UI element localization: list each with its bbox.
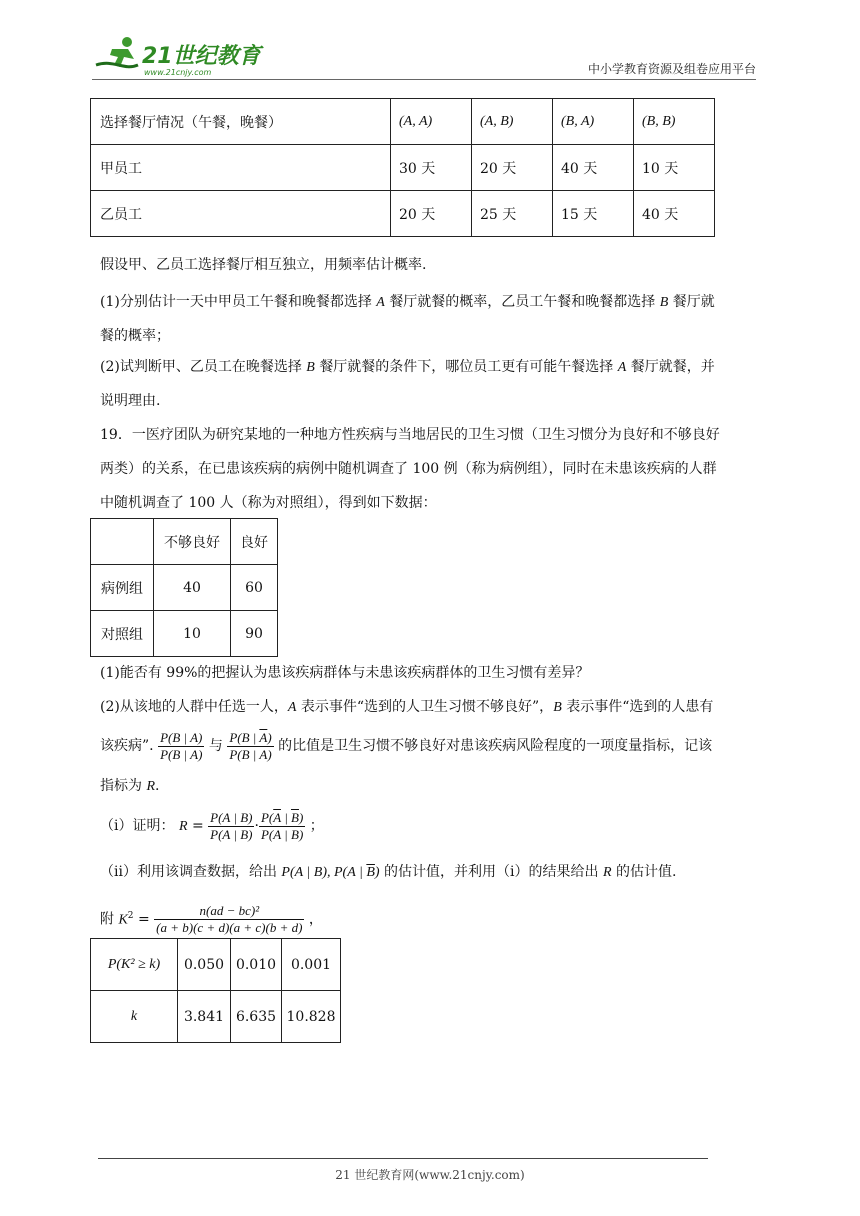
table-cell: 10.828 xyxy=(282,991,341,1043)
table-cell: (A, B) xyxy=(472,99,553,145)
table-cell: 60 xyxy=(231,565,278,611)
header-platform-text: 中小学教育资源及组卷应用平台 xyxy=(587,62,756,76)
proof-fraction-1: $\frac{P(A | B)}{P(\overline{A} | B)}$ xyxy=(210,809,253,842)
header-divider xyxy=(92,79,756,80)
q19-part2: (2)从该地的人群中任选一人，A 表示事件“选到的人卫生习惯不够良好”，B 表示事件“选到的人患有 xyxy=(100,699,714,715)
q19-intro-line2: 两类）的关系，在已患该疾病的病例中随机调查了 100 例（称为病例组），同时在未患该疾病的人群 xyxy=(100,461,717,477)
logo-text: 21世纪教育 xyxy=(142,44,261,69)
table-cell: 良好 xyxy=(231,519,278,565)
table-cell: 40 天 xyxy=(553,145,634,191)
table-cell: 20 天 xyxy=(391,191,472,237)
q19-part1: (1)能否有 99%的把握认为患该疾病群体与未患该疾病群体的卫生习惯有差异？ xyxy=(100,665,590,681)
table-row xyxy=(91,565,278,611)
logo-runner-icon xyxy=(94,35,264,77)
q19-k2-formula: 附 $K^2$ = $\frac{\text{n(ad − bc)²}}{(a + b)(c + d)(a + c)(b + d)}$ ， xyxy=(100,903,323,936)
q19-part2-index: 指标为 R. xyxy=(100,778,160,794)
q18-part2-cont: 说明理由. xyxy=(100,393,161,409)
table-cell: (A, A) xyxy=(391,99,472,145)
table-cell: 选择餐厅情况（午餐，晚餐） xyxy=(91,99,391,145)
table-cell: 病例组 xyxy=(91,565,154,611)
proof-fraction-2: $\frac{P(\overline{A} | \overline{B})}{P(A | \overline{B})}$ xyxy=(260,809,304,842)
table-cell: 甲员工 xyxy=(91,145,391,191)
table-row xyxy=(91,99,715,145)
table-row xyxy=(91,519,278,565)
table-cell: 90 xyxy=(231,611,278,657)
ratio-fraction-2: $\frac{P(B | \overline{A})}{P(\overline{B} | \overline{A})}$ xyxy=(229,729,272,762)
q18-part2: (2)试判断甲、乙员工在晚餐选择 B 餐厅就餐的条件下，哪位员工更有可能午餐选择 A 餐厅就餐，并 xyxy=(100,359,715,375)
table-row xyxy=(91,191,715,237)
table-cell: 15 天 xyxy=(553,191,634,237)
table-row xyxy=(91,939,341,991)
table-row xyxy=(91,145,715,191)
table-row xyxy=(91,991,341,1043)
table-cell: 乙员工 xyxy=(91,191,391,237)
table-cell: 20 天 xyxy=(472,145,553,191)
table-cell: (B, A) xyxy=(553,99,634,145)
ratio-fraction-1: $\frac{P(B | A)}{P(\overline{B} | A)}$ xyxy=(160,729,203,762)
footer-divider xyxy=(98,1158,708,1159)
q18-part1: (1)分别估计一天中甲员工午餐和晚餐都选择 A 餐厅就餐的概率，乙员工午餐和晚餐都选择 B 餐厅就 xyxy=(100,294,715,310)
table-cell: 40 xyxy=(154,565,231,611)
logo-url: www.21cnjy.com xyxy=(144,68,212,77)
table-cell: 30 天 xyxy=(391,145,472,191)
table-cell: (B, B) xyxy=(634,99,715,145)
q19-part2-ratio: 该疾病”. $\frac{P(B | A)}{P(\overline{B} | A)}$ 与 $\frac{P(B | \overline{A})}{P(\overline{B} | \overline{A})}$ 的比值是卫生习惯不够良好对患该疾病风险程度的一项度量指标，记该 xyxy=(100,729,713,762)
q18-part1-cont: 餐的概率； xyxy=(100,328,170,344)
table-cell: 10 天 xyxy=(634,145,715,191)
table-cell: 0.050 xyxy=(178,939,231,991)
table-cell: 25 天 xyxy=(472,191,553,237)
q19-estimate: （ⅱ）利用该调查数据，给出 P(A | B), P(A | $\overline{B}$) 的估计值，并利用（ⅰ）的结果给出 R 的估计值. xyxy=(100,864,677,880)
table-cell: P(K² ≥ k) xyxy=(91,939,178,991)
q19-intro-line3: 中随机调查了 100 人（称为对照组），得到如下数据： xyxy=(100,495,437,511)
table-cell: 6.635 xyxy=(231,991,282,1043)
table-row xyxy=(91,611,278,657)
k2-fraction: $\frac{\text{n(ad − bc)²}}{(a + b)(c + d)(a + c)(b + d)}$ xyxy=(156,903,303,936)
survey-table xyxy=(90,518,278,657)
table-cell: 对照组 xyxy=(91,611,154,657)
q19-intro-line1: 19．一医疗团队为研究某地的一种地方性疾病与当地居民的卫生习惯（卫生习惯分为良好和不够良好 xyxy=(100,427,720,443)
table-cell xyxy=(91,519,154,565)
table-cell: k xyxy=(91,991,178,1043)
q18-assumption: 假设甲、乙员工选择餐厅相互独立，用频率估计概率. xyxy=(100,257,427,273)
table-cell: 0.010 xyxy=(231,939,282,991)
critical-value-table xyxy=(90,938,341,1043)
table-cell: 3.841 xyxy=(178,991,231,1043)
table-cell: 不够良好 xyxy=(154,519,231,565)
logo xyxy=(94,35,264,77)
restaurant-table xyxy=(90,98,715,237)
q19-proof: （ⅰ）证明： R = $\frac{P(A | B)}{P(\overline{A} | B)}$ · $\frac{P(\overline{A} | \overline{B})}{P(A | \overline{B})}$ ； xyxy=(100,809,324,842)
table-cell: 0.001 xyxy=(282,939,341,991)
table-cell: 10 xyxy=(154,611,231,657)
footer-text: 21 世纪教育网(www.21cnjy.com) xyxy=(335,1168,525,1182)
table-cell: 40 天 xyxy=(634,191,715,237)
